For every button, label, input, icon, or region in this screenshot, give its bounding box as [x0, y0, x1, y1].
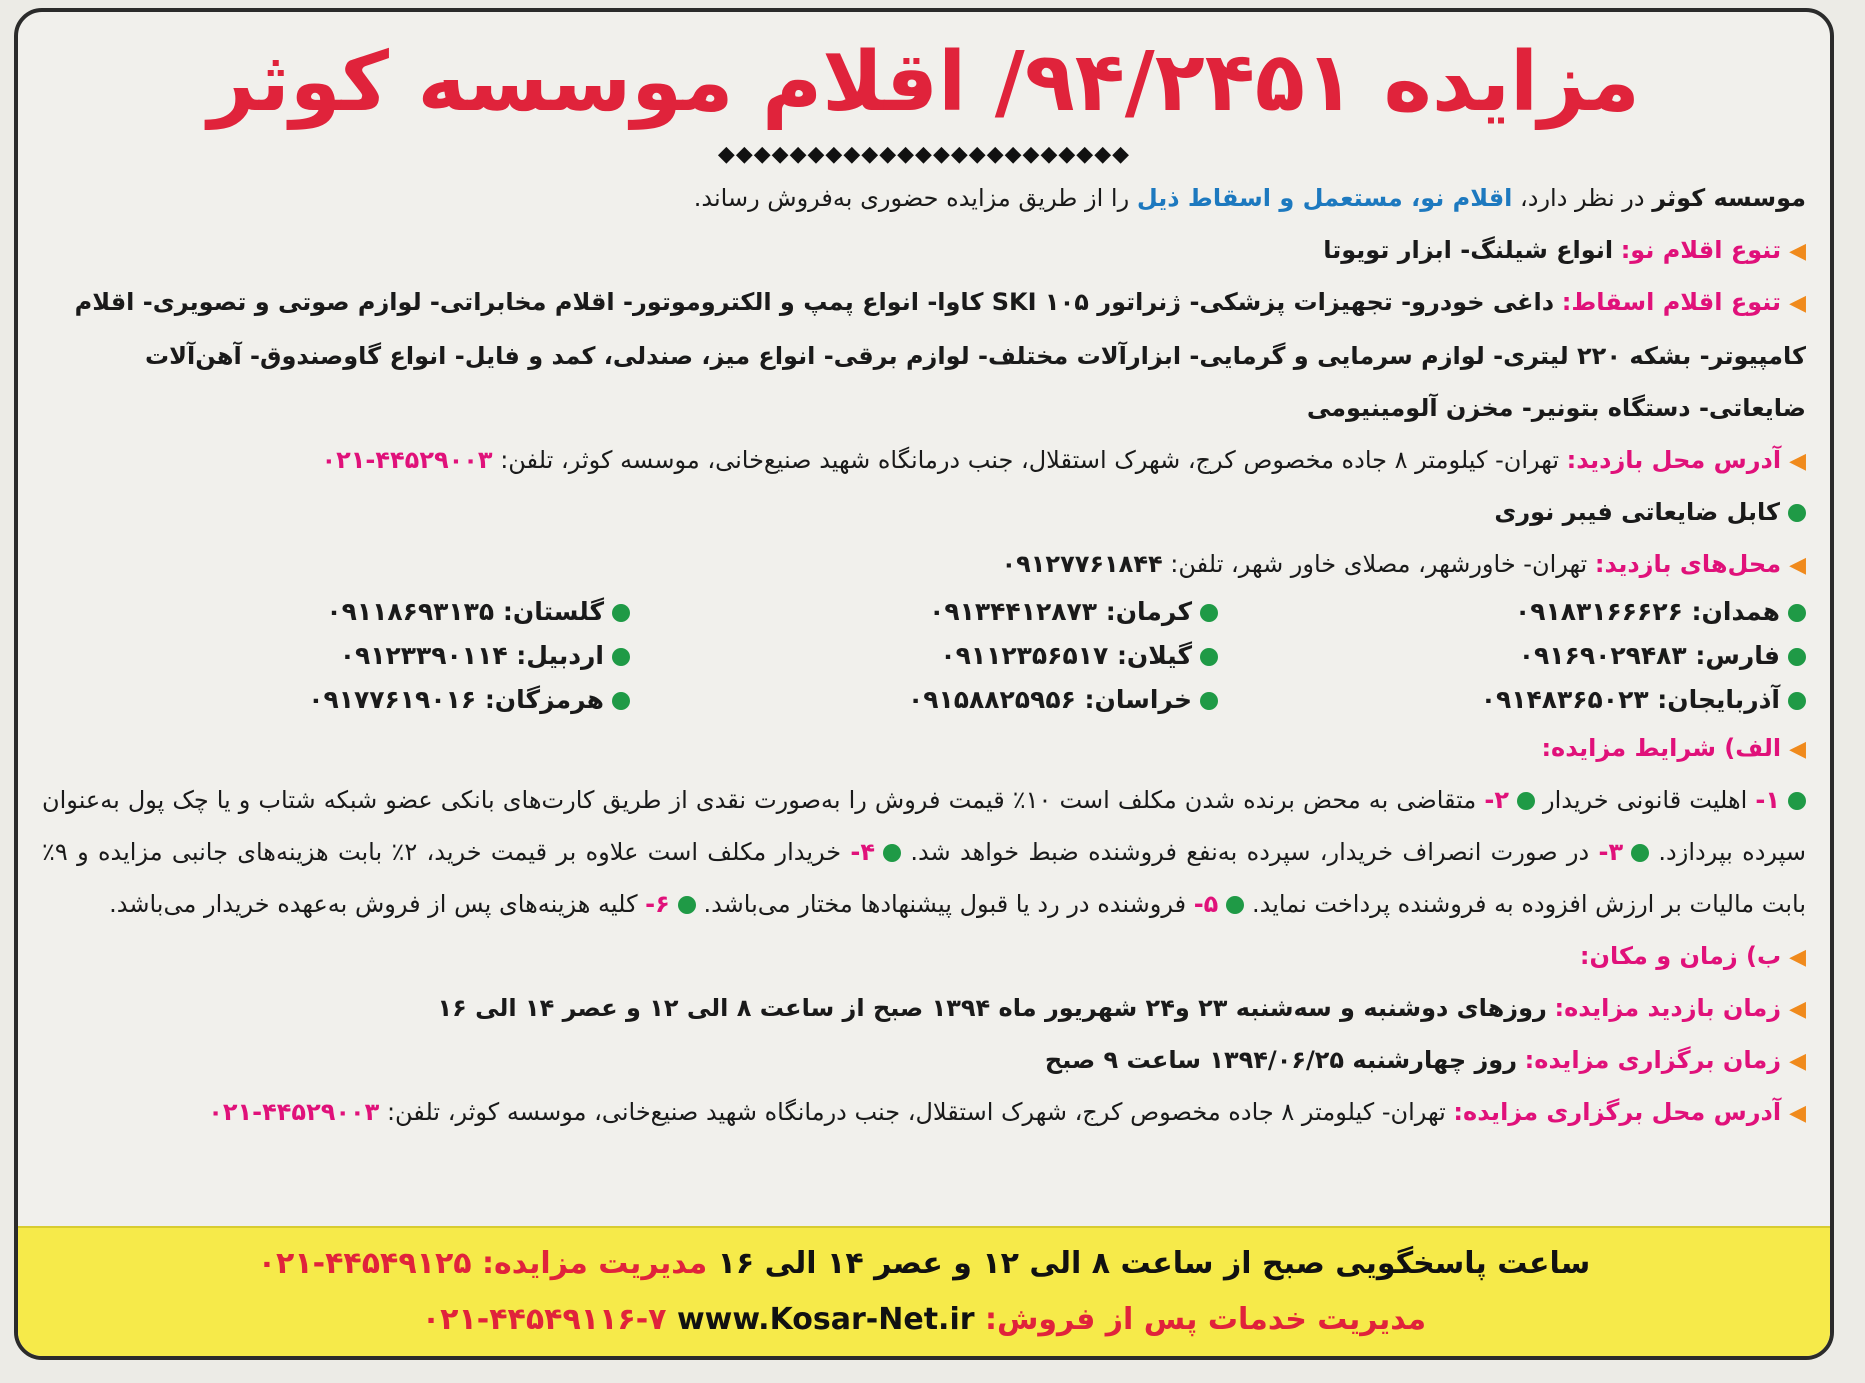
- visit-places-line: [42, 538, 1806, 590]
- green-dot-icon: [612, 648, 630, 666]
- green-dot-icon: [1200, 648, 1218, 666]
- triangle-bullet-icon: ◀: [1789, 997, 1806, 1022]
- green-dot-icon: [1517, 792, 1535, 810]
- hold-address-text: تهران- کیلومتر ۸ جاده مخصوص کرج، شهرک استقلال، جنب درمانگاه شهید صنیع‌خانی، موسسه کوثر، تلفن:: [386, 1098, 1446, 1126]
- province-item: [630, 678, 1218, 722]
- condition-text: خریدار مکلف است علاوه بر قیمت خرید، ۲٪ بابت هزینه‌های جانبی مزایده و ۹٪ بابت مالیات بر ارزش افزوده به فروشنده پرداخت نماید.: [42, 838, 1806, 918]
- visit-time-text: روزهای دوشنبه و سه‌شنبه ۲۳ و۲۴ شهریور ماه ۱۳۹۴ صبح از ساعت ۸ الی ۱۲ و عصر ۱۴ الی ۱۶: [437, 994, 1547, 1022]
- scrap-items-text: داغی خودرو- تجهیزات پزشکی- ژنراتور SKI ۱۰۵ کاوا- انواع پمپ و الکتروموتور- اقلام مخابراتی- لوازم صوتی و تصویری- اقلام کامپیوتر- بشکه ۲۲۰ لیتری- لوازم سرمایی و گرمایی- ابزارآلات مختلف- لوازم برقی- انواع میز، صندلی، کمد و فایل- انواع گاوصندوق- آهن‌آلات ضایعاتی- دستگاه بتونیر- مخزن آلومینیومی: [74, 288, 1806, 422]
- green-dot-icon: [1200, 604, 1218, 622]
- visit-address-text: تهران- کیلومتر ۸ جاده مخصوص کرج، شهرک استقلال، جنب درمانگاه شهید صنیع‌خانی، موسسه کوثر، تلفن:: [500, 446, 1560, 474]
- province-item: [1218, 678, 1806, 722]
- provinces-row: [42, 634, 1806, 678]
- green-dot-icon: [612, 692, 630, 710]
- visit-time-label: زمان بازدید مزایده:: [1554, 994, 1782, 1022]
- condition-number: ۴-: [850, 838, 876, 866]
- triangle-bullet-icon: ◀: [1789, 291, 1806, 316]
- province-item: [42, 678, 630, 722]
- triangle-bullet-icon: ◀: [1789, 1101, 1806, 1126]
- visit-places-phone: ۰۹۱۲۷۷۶۱۸۴۴: [1001, 550, 1163, 578]
- green-dot-icon: [1788, 648, 1806, 666]
- green-dot-icon: [1788, 692, 1806, 710]
- new-items-text: انواع شیلنگ- ابزار تویوتا: [1323, 236, 1614, 264]
- triangle-bullet-icon: ◀: [1789, 553, 1806, 578]
- province-text: هرمزگان: ۰۹۱۷۷۶۱۹۰۱۶: [308, 685, 604, 714]
- provinces-row: [42, 590, 1806, 634]
- green-dot-icon: [1788, 792, 1806, 810]
- intro-items: اقلام نو، مستعمل و اسقاط ذیل: [1136, 184, 1513, 212]
- triangle-bullet-icon: ◀: [1789, 449, 1806, 474]
- visit-places-text: تهران- خاورشهر، مصلای خاور شهر، تلفن:: [1170, 550, 1588, 578]
- green-dot-icon: [678, 896, 696, 914]
- province-text: آذربایجان: ۰۹۱۴۸۳۶۵۰۲۳: [1480, 685, 1780, 714]
- website-link[interactable]: www.Kosar-Net.ir: [676, 1302, 975, 1337]
- triangle-bullet-icon: ◀: [1789, 239, 1806, 264]
- green-dot-icon: [1200, 692, 1218, 710]
- intro-text-1: در نظر دارد،: [1520, 184, 1645, 212]
- after-sales-phone: ۰۲۱-۴۴۵۴۹۱۱۶-۷: [421, 1302, 667, 1337]
- hold-address-phone: ۰۲۱-۴۴۵۲۹۰۰۳: [208, 1098, 380, 1126]
- cable-text: کابل ضایعاتی فیبر نوری: [1494, 498, 1780, 526]
- green-dot-icon: [1631, 844, 1649, 862]
- province-item: [42, 590, 630, 634]
- condition-text: متقاضی به محض برنده شدن مکلف است ۱۰٪ قیمت فروش را به‌صورت نقدی از طریق کارت‌های بانکی عضو شبکه شتاب و یا چک پول به‌عنوان سپرده بپردازد.: [42, 786, 1806, 866]
- after-sales-label: مدیریت خدمات پس از فروش:: [984, 1302, 1427, 1337]
- triangle-bullet-icon: ◀: [1789, 737, 1806, 762]
- condition-text: اهلیت قانونی خریدار: [1543, 786, 1748, 814]
- condition-number: ۵-: [1193, 890, 1219, 918]
- triangle-bullet-icon: ◀: [1789, 945, 1806, 970]
- advertisement-frame: [14, 8, 1834, 1360]
- province-text: اردبیل: ۰۹۱۲۳۳۹۰۱۱۴: [339, 641, 604, 670]
- provinces-row: [42, 678, 1806, 722]
- org-name: موسسه کوثر: [1652, 184, 1806, 212]
- new-items-line: [42, 224, 1806, 276]
- province-item: [42, 634, 630, 678]
- hold-time-text: روز چهارشنبه ۱۳۹۴/۰۶/۲۵ ساعت ۹ صبح: [1044, 1046, 1518, 1074]
- ad-title: مزایده ۹۴/۲۴۵۱/ اقلام موسسه کوثر: [208, 35, 1640, 130]
- auction-management-phone: ۰۲۱-۴۴۵۴۹۱۲۵: [257, 1246, 472, 1281]
- diamond-divider: ◆◆◆◆◆◆◆◆◆◆◆◆◆◆◆◆◆◆◆◆◆◆◆: [717, 142, 1131, 167]
- footer-line-1: [18, 1236, 1830, 1292]
- conditions-label: الف) شرایط مزایده:: [1541, 734, 1782, 762]
- time-place-label: ب) زمان و مکان:: [1579, 942, 1782, 970]
- visit-time-line: [42, 982, 1806, 1034]
- condition-number: ۲-: [1484, 786, 1509, 814]
- province-text: گیلان: ۰۹۱۱۲۳۵۶۵۱۷: [940, 641, 1192, 670]
- green-dot-icon: [883, 844, 901, 862]
- new-items-label: تنوع اقلام نو:: [1620, 236, 1782, 264]
- condition-text: کلیه هزینه‌های پس از فروش به‌عهده خریدار می‌باشد.: [109, 890, 638, 918]
- province-text: گلستان: ۰۹۱۱۸۶۹۳۱۳۵: [326, 597, 604, 626]
- triangle-bullet-icon: ◀: [1789, 1049, 1806, 1074]
- auction-management-label: مدیریت مزایده:: [482, 1246, 708, 1281]
- condition-text: در صورت انصراف خریدار، سپرده به‌نفع فروشنده ضبط خواهد شد.: [910, 838, 1590, 866]
- province-text: فارس: ۰۹۱۶۹۰۲۹۴۸۳: [1518, 641, 1780, 670]
- scrap-items-block: [42, 276, 1806, 434]
- scrap-items-label: تنوع اقلام اسقاط:: [1561, 288, 1782, 316]
- visit-address-phone: ۰۲۱-۴۴۵۲۹۰۰۳: [321, 446, 493, 474]
- intro-text-2: را از طریق مزایده حضوری به‌فروش رساند.: [693, 184, 1130, 212]
- province-text: خراسان: ۰۹۱۵۸۸۲۵۹۵۶: [907, 685, 1192, 714]
- province-item: [1218, 590, 1806, 634]
- ad-content: [18, 24, 1830, 1138]
- hold-time-line: [42, 1034, 1806, 1086]
- green-dot-icon: [1788, 504, 1806, 522]
- province-text: کرمان: ۰۹۱۳۴۴۱۲۸۷۳: [929, 597, 1192, 626]
- provinces-grid: [42, 590, 1806, 722]
- footer-line-2: [18, 1292, 1830, 1348]
- condition-number: ۶-: [645, 890, 670, 918]
- condition-number: ۱-: [1755, 786, 1781, 814]
- province-item: [630, 590, 1218, 634]
- hold-address-label: آدرس محل برگزاری مزایده:: [1453, 1098, 1782, 1126]
- condition-text: فروشنده در رد یا قبول پیشنهادها مختار می‌باشد.: [703, 890, 1187, 918]
- conditions-paragraph: [42, 774, 1806, 930]
- hold-time-label: زمان برگزاری مزایده:: [1524, 1046, 1782, 1074]
- province-item: [630, 634, 1218, 678]
- province-item: [1218, 634, 1806, 678]
- contact-footer: [18, 1226, 1830, 1356]
- cable-line: [42, 486, 1806, 538]
- visit-address-line: [42, 434, 1806, 486]
- green-dot-icon: [1226, 896, 1244, 914]
- hold-address-line: [42, 1086, 1806, 1138]
- visit-places-label: محل‌های بازدید:: [1594, 550, 1782, 578]
- conditions-heading: [42, 722, 1806, 774]
- green-dot-icon: [1788, 604, 1806, 622]
- visit-address-label: آدرس محل بازدید:: [1566, 446, 1782, 474]
- condition-number: ۳-: [1598, 838, 1624, 866]
- response-hours: ساعت پاسخگویی صبح از ساعت ۸ الی ۱۲ و عصر ۱۴ الی ۱۶: [717, 1246, 1591, 1281]
- intro-line: [42, 172, 1806, 224]
- green-dot-icon: [612, 604, 630, 622]
- time-place-heading: [42, 930, 1806, 982]
- province-text: همدان: ۰۹۱۸۳۱۶۶۶۲۶: [1514, 597, 1780, 626]
